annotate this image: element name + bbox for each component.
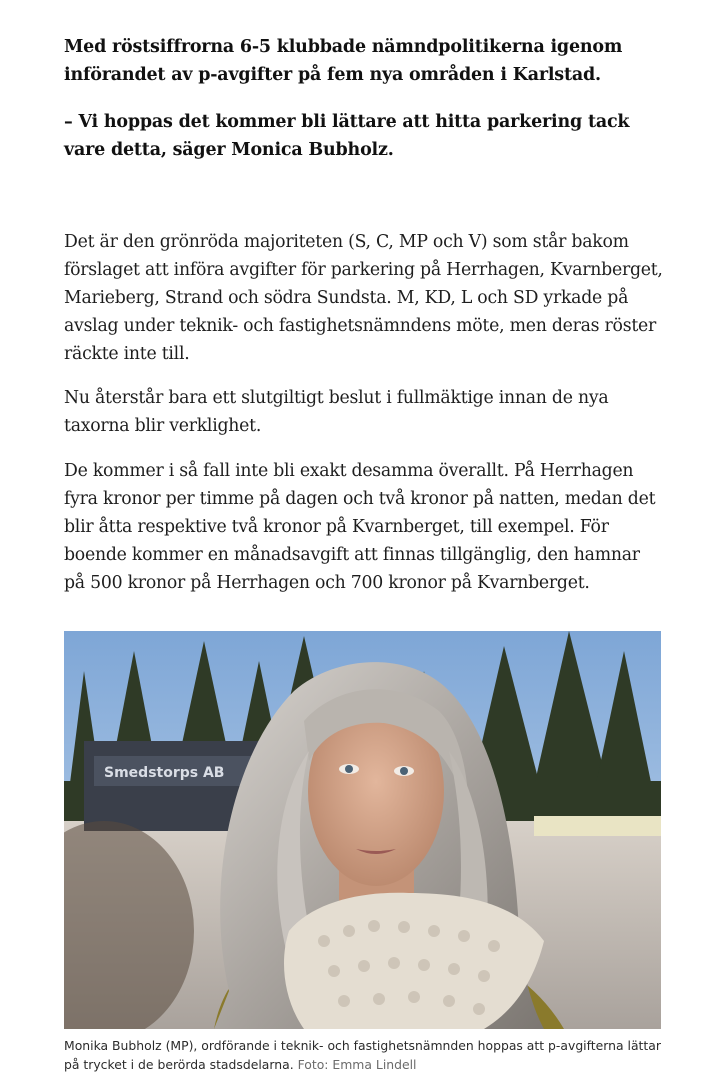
portrait-photo [64,631,661,1029]
body-paragraph: Det är den grönröda majoriteten (S, C, MP och V) som står bakom förslaget att införa avgifter för parkering på Herrhagen, Kvarnberget, Marieberg, Strand och södra Sundsta. M, KD, L och SD yrkade på avslag under teknik- och fastighetsnämndens möte, men deras röster räckte inte till. [64,232,663,364]
building-sign: Smedstorps AB [104,765,225,781]
article-photo[interactable] [64,631,661,1029]
photo-credit: Foto: Emma Lindell [297,1057,417,1072]
photo-caption [64,1036,664,1074]
caption-text: Monika Bubholz (MP), ordförande i teknik- och fastighetsnämnden hoppas att p-avgifterna lättar på trycket i de berörda stadsdelarna. [64,1038,661,1072]
article-quote: – Vi hoppas det kommer bli lättare att hitta parkering tack vare detta, säger Monica Bubholz. [64,112,630,160]
body-paragraph: Nu återstår bara ett slutgiltigt beslut i fullmäktige innan de nya taxorna blir verklighet. [64,388,609,436]
body-paragraph: De kommer i så fall inte bli exakt desamma överallt. På Herrhagen fyra kronor per timme på dagen och två kronor på natten, medan det blir åtta respektive två kronor på Kvarnberget, till exempel. För boende kommer en månadsavgift att finnas tillgänglig, den hamnar på 500 kronor på Herrhagen och 700 kronor på Kvarnberget. [64,461,656,593]
article-lead: Med röstsiffrorna 6-5 klubbade nämndpolitikerna igenom införandet av p-avgifter på fem nya områden i Karlstad. [64,37,623,85]
